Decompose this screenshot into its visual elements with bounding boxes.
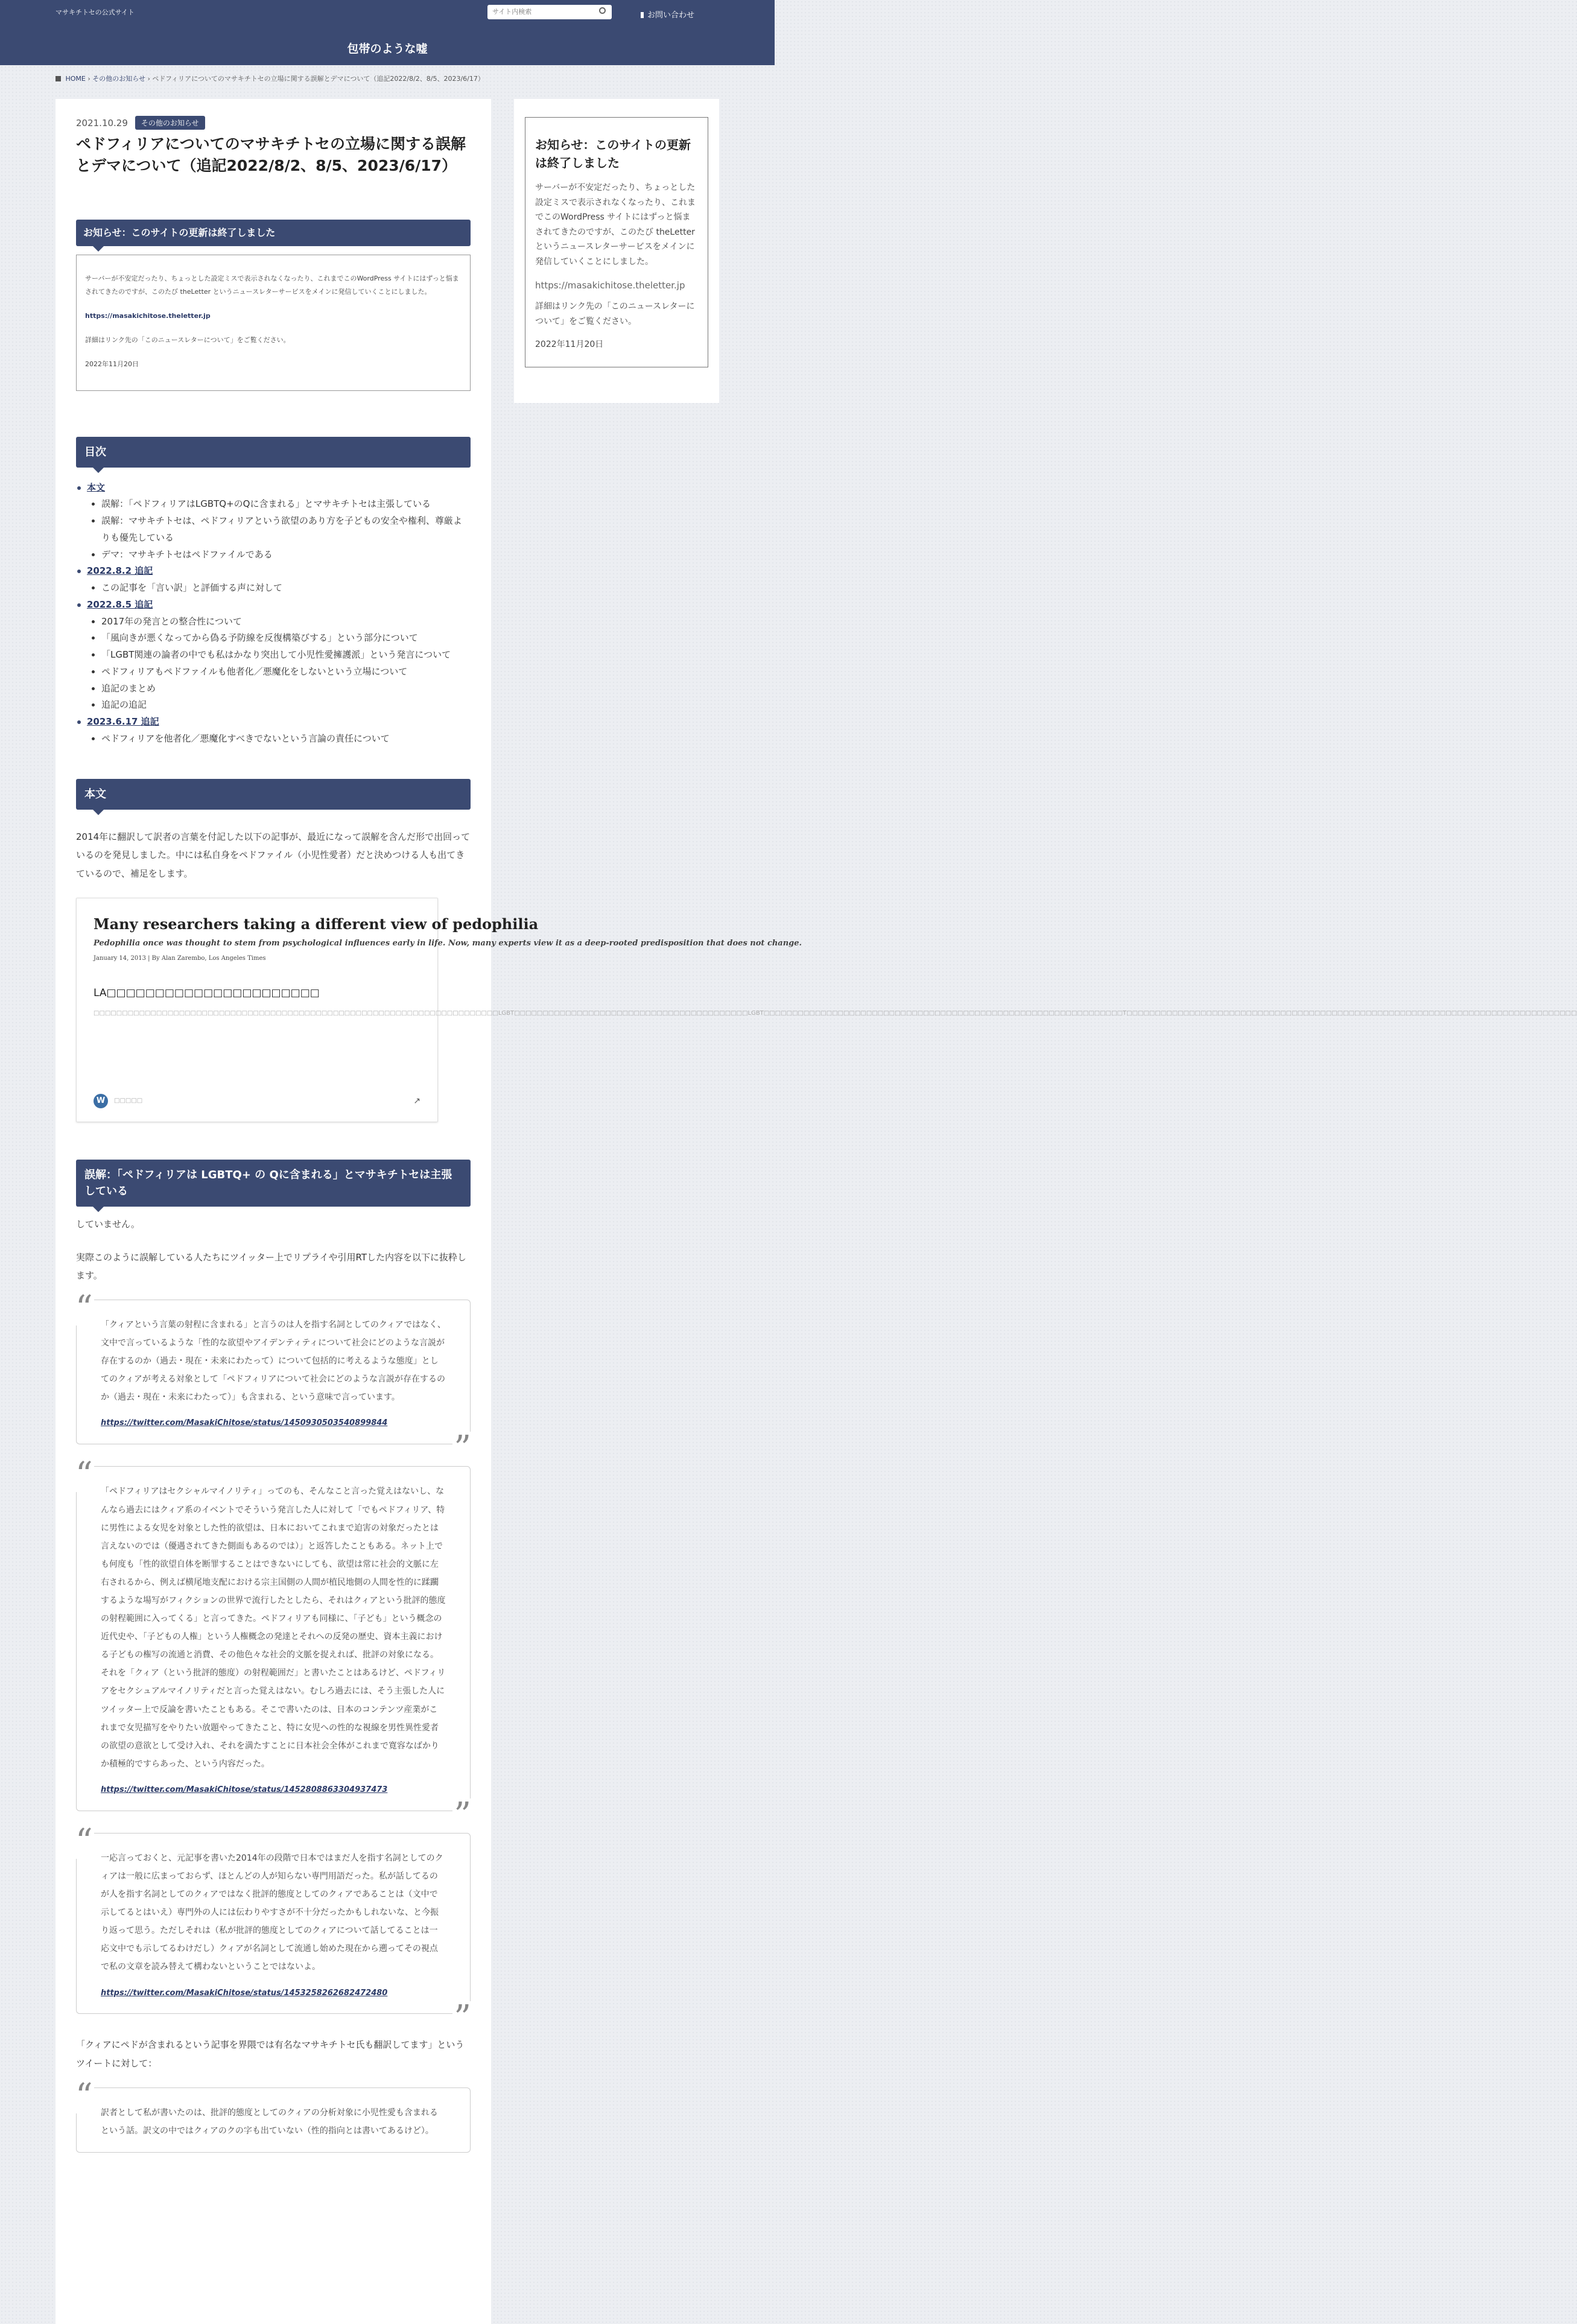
site-title[interactable]: 包帯のような嘘 — [347, 42, 428, 56]
toc-group-link[interactable]: 本文 — [87, 481, 106, 493]
toc-item[interactable]: • ペドフィリアを他者化／悪魔化すべきでないという言論の責任について — [101, 731, 471, 748]
search-input[interactable] — [487, 5, 612, 19]
breadcrumb-separator: › — [87, 75, 90, 83]
notice-link[interactable]: https://masakichitose.theletter.jp — [85, 311, 211, 320]
quote-text: 「ペドフィリアはセクシャルマイノリティ」ってのも、そんなこと言った覚えはないし、なんなら過去にはクィア系のイベントでそういう発言した人に対して「でもペドフィリア、特に男性による女児を対象とした性的欲望は、日本においてこれまで迫害の対象だったとは言えないのでは（優遇されてきた側面もあるのでは）」と返答したこともある。ネット上でも何度も「性的欲望自体を断罪することはできないにしても、欲望は常に社会的文脈に左右されるから、例えば横尾地支配における宗主国側の人間が植民地側の人間を性的に蹂躙するような場写がフィクションの世界で流行したとしたら、それはクィアという批評的態度の射程範囲に入ってくる」と言ってきた。ペドフィリアも同様に、「子ども」という概念の近代史や、「子どもの人権」という人権概念の発達とそれへの反発の歴史、資本主義における子どもの権写の流通と消費、その他色々な社会的文脈を捉えれば、批評の対象になる。それを「クィア（という批評的態度）の射程範囲だ」と書いたことはあるけど、ペドフィリアをセクシュアルマイノリティだと言った覚えはない。むしろ過去には、そう主張した人にツイッター上で反論を書いたこともある。そこで書いたのは、日本のコンテンツ産業がこれまで女児描写をやりたい放題やってきたこと、特に女児への性的な視線を男性異性愛者の欲望の意欲として受け入れ、それを満たすことに日本社会全体がこれまで寛容なばかりか積極的ですらあった、という内容だった。 — [101, 1487, 446, 1769]
site-header — [0, 0, 775, 65]
main-content — [56, 99, 1577, 2324]
quote-link[interactable]: https://twitter.com/MasakiChitose/status/1452808863304937473 — [101, 1785, 388, 1794]
embed-footer — [94, 1094, 420, 1108]
breadcrumb-home[interactable]: HOME — [65, 75, 86, 83]
body-heading: 本文 — [76, 779, 471, 810]
toc-item[interactable]: • 追記のまとめ — [101, 681, 471, 697]
quote-close-icon: ” — [454, 1795, 471, 1835]
quote-block — [75, 1455, 471, 1835]
section1-heading: 誤解：「ペドフィリアは LGBTQ+ の Qに含まれる」とマサキチトセは主張している — [76, 1160, 471, 1207]
widget-date: 2022年11月20日 — [535, 340, 604, 349]
notice-text: サーバーが不安定だったり、ちょっとした設定ミスで表示されなくなったり、これまでこのWordPress サイトにはずっと悩まされてきたのですが、このたび theLetter というニュースレターサービスをメインに発信していくことにしました。 — [85, 274, 459, 296]
quote-text: 一応言っておくと、元記事を書いた2014年の段階で日本ではまだ人を指す名詞としてのクィアは一般に広まっておらず、ほとんどの人が知らない専門用語だった。私が話してるのが人を指す名詞としてのクィアではなく批評的態度としてのクィアであることは（文中で示してるとはいえ）専門外の人には伝わりやすさが不十分だったかもしれないな、と今振り返って思う。ただしそれは（私が批評的態度としてのクィアについて話してることは一応文中でも示してるわけだし）クィアが名詞として流通し始めた現在から遡ってその視点で私の文章を読み替えて構わないということではないよ。 — [101, 1853, 443, 1972]
embed-title: Many researchers taking a different view of pedophilia — [94, 915, 539, 933]
toc-item[interactable]: • この記事を「言い訳」と評価する声に対して — [101, 580, 471, 597]
post-title: ペドフィリアについてのマサキチトセの立場に関する誤解とデマについて（追記2022/8/2、8/5、2023/6/17） — [76, 135, 466, 175]
toc-item[interactable]: • 2017年の発言との整合性について — [101, 614, 471, 630]
notice-widget — [525, 117, 708, 367]
quote-open-icon: “ — [75, 1455, 93, 1495]
quote-text: 「クィアという言葉の射程に含まれる」と言うのは人を指す名詞としてのクィアではなく、文中で言っているような「性的な欲望やアイデンティティについて社会にどのような言説が存在するのか（過去・現在・未来にわたって）について包括的に考えるような態度」としてのクィアが考える対象として「ペドフィリアについて社会にどのような言説が存在するのか（過去・現在・未来にわたって）」も含まれる、という意味で言っています。 — [101, 1320, 446, 1403]
quote-link[interactable]: https://twitter.com/MasakiChitose/status/1453258262682472480 — [101, 1988, 388, 1998]
quote-close-icon: ” — [454, 1429, 471, 1468]
quote-open-icon: “ — [75, 2076, 93, 2116]
wordpress-icon: W — [94, 1094, 108, 1108]
section1-p1: していません。 — [76, 1218, 140, 1230]
toc-group — [76, 597, 471, 714]
quote-link[interactable]: https://twitter.com/MasakiChitose/status/1450930503540899844 — [101, 1418, 388, 1428]
notice-box — [76, 255, 471, 391]
toc-item[interactable]: • 誤解：マサキチトセは、ペドフィリアという欲望のあり方を子どもの安全や権利、尊厳よりも優先している — [101, 513, 471, 547]
share-icon[interactable]: ↗ — [413, 1096, 420, 1106]
embed-byline: January 14, 2013 | By Alan Zarembo, Los Angeles Times — [94, 955, 266, 962]
embed-card[interactable] — [76, 898, 1577, 1122]
toc-item[interactable]: • 追記の追記 — [101, 697, 471, 714]
table-of-contents — [76, 480, 471, 748]
breadcrumb-separator: › — [147, 75, 150, 83]
widget-title: お知らせ：このサイトの更新は終了しました — [535, 138, 691, 170]
contact-label: お問い合わせ — [647, 11, 695, 20]
breadcrumb-category[interactable]: その他のお知らせ — [92, 75, 145, 83]
section1-p3: 「クィアにペドが含まれるという記事を界隈では有名なマサキチトセ氏も翻訳してます」というツイートに対して： — [76, 2039, 465, 2069]
toc-group-link[interactable]: 2023.6.17 追記 — [87, 716, 159, 727]
toc-item[interactable]: • 「風向きが悪くなってから偽る予防線を反復構築びする」という部分について — [101, 630, 471, 647]
post-date: 2021.10.29 — [76, 117, 128, 129]
quote-text: 訳者として私が書いたのは、批評的態度としてのクィアの分析対象に小児性愛も含まれるという話。訳文の中ではクィアのクの字も出ていない（性的指向とは書いてあるけど）。 — [101, 2107, 438, 2136]
widget-detail: 詳細はリンク先の「このニュースレターについて」をご覧ください。 — [535, 302, 695, 326]
quote-block — [75, 1289, 471, 1468]
notice-date: 2022年11月20日 — [85, 360, 139, 368]
search-icon[interactable] — [599, 7, 606, 14]
toc-group-link[interactable]: 2022.8.2 追記 — [87, 565, 153, 577]
body-intro: 2014年に翻訳して訳者の言葉を付記した以下の記事が、最近になって誤解を含んだ形で出回っているのを発見しました。中には私自身をペドファイル（小児性愛者）だと決めつける人も出てきているので、補足をします。 — [76, 831, 471, 879]
quote-open-icon: “ — [75, 1289, 93, 1328]
breadcrumb-current: ペドフィリアについてのマサキチトセの立場に関する誤解とデマについて（追記2022/8/2、8/5、2023/6/17） — [152, 75, 484, 83]
mail-icon — [641, 12, 644, 18]
toc-item[interactable]: • 誤解：「ペドフィリアはLGBTQ+のQに含まれる」とマサキチトセは主張している — [101, 496, 471, 513]
toc-group-link[interactable]: 2022.8.5 追記 — [87, 598, 153, 610]
toc-group — [76, 480, 471, 564]
quote-close-icon: ” — [454, 1998, 471, 2038]
toc-group — [76, 714, 471, 748]
quote-block — [75, 2076, 471, 2153]
toc-group — [76, 563, 471, 597]
notice-heading: お知らせ：このサイトの更新は終了しました — [76, 220, 471, 246]
toc-heading: 目次 — [76, 437, 471, 468]
contact-link[interactable] — [641, 8, 694, 20]
widget-text: サーバーが不安定だったり、ちょっとした設定ミスで表示されなくなったり、これまでこのWordPress サイトにはずっと悩まされてきたのですが、このたび theLetter というニュースレターサービスをメインに発信していくことにしました。 — [535, 183, 696, 267]
quote-open-icon: “ — [75, 1821, 93, 1861]
home-icon — [56, 76, 61, 81]
quote-block — [75, 1821, 471, 2038]
embed-source: □□□□□ — [114, 1097, 143, 1105]
toc-item[interactable]: • 「LGBT関連の論者の中でも私はかなり突出して小児性愛擁護派」という発言について — [101, 647, 471, 664]
toc-item[interactable]: • ペドフィリアもペドファイルも他者化／悪魔化をしないという立場について — [101, 664, 471, 681]
widget-link[interactable]: https://masakichitose.theletter.jp — [535, 280, 685, 291]
post-meta — [76, 116, 471, 130]
notice-detail: 詳細はリンク先の「このニュースレターについて」をご覧ください。 — [85, 335, 290, 344]
sidebar — [514, 99, 719, 403]
embed-heading: LA□□□□□□□□□□□□□□□□□□□□□□ — [94, 987, 320, 1000]
embed-subtitle: Pedophilia once was thought to stem from psychological influences early in life. Now, many experts view it as a deep-rooted predisposition that does not change. — [94, 938, 802, 948]
section1-p2: 実際このように誤解している人たちにツイッター上でリプライや引用RTした内容を以下に抜粋します。 — [76, 1251, 466, 1281]
breadcrumb — [56, 74, 484, 83]
embed-excerpt: □□□□□□□□□□□□□□□□□□□□□□□□□□□□□□□□□□□□□□□□□□□□□□□□□□□□□□□□□□□□□□□□□□□□□□□LGBT□□□□□□□□□□□□□□□□□□□□□□□□□□□□□□□□□□□□□□□□□LGBT□□□□□□□□□□□□□□□□□□□□□□□□□□□□□□□□□□□□□□□□□□□□□□□□□□□□□□□□□□□□□□□T□□□□□□□□□□□□□□□□□□□□□□□□□□□□□□□□□□□□□□□□□□□□□□□□□□□□□□□□□□□□□□□□□□□□□□□□□□□□□□□ — [94, 1010, 1577, 1017]
site-tagline: マサキチトセの公式サイト — [56, 8, 135, 16]
toc-item[interactable]: • デマ：マサキチトセはペドファイルである — [101, 547, 471, 564]
category-badge[interactable]: その他のお知らせ — [135, 116, 205, 130]
